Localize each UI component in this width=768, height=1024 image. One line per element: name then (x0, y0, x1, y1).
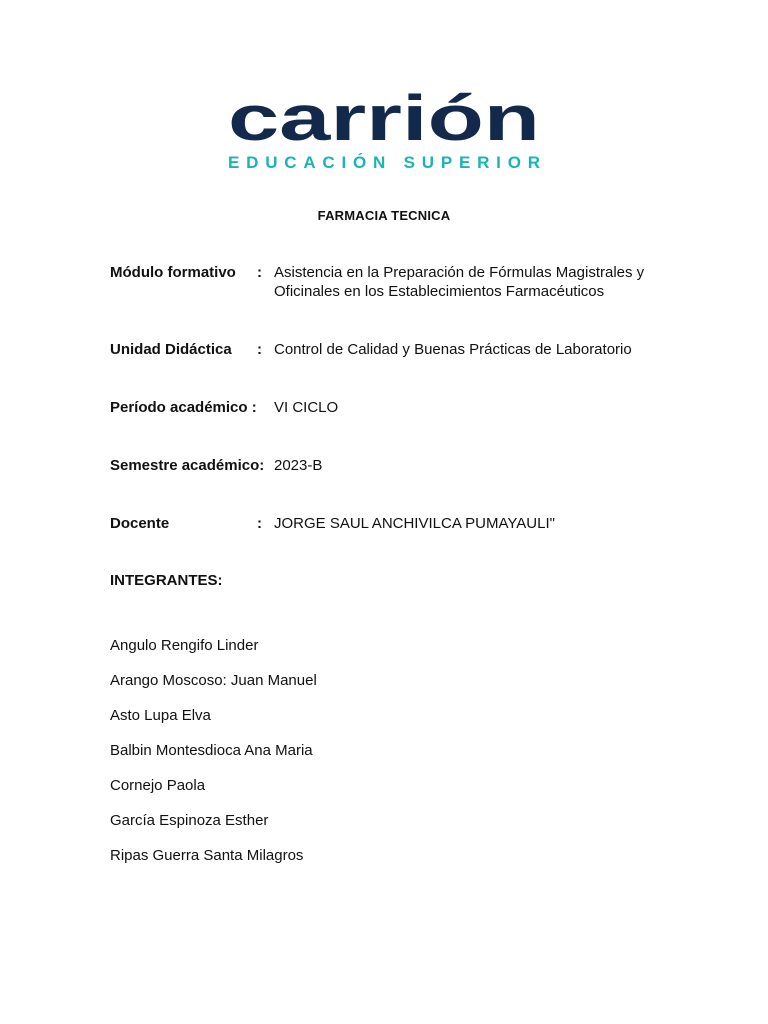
field-colon: : (257, 515, 262, 532)
member-list (110, 636, 317, 881)
program-title: FARMACIA TECNICA (317, 208, 451, 223)
field-label: Módulo formativo (110, 264, 236, 281)
list-item: Arango Moscoso: Juan Manuel (110, 672, 317, 689)
field-colon: : (257, 341, 262, 358)
list-item: Cornejo Paola (110, 777, 206, 794)
field-value: VI CICLO (274, 399, 339, 416)
carrion-logo (218, 82, 550, 180)
field-label: Unidad Didáctica (110, 341, 232, 358)
field-value: JORGE SAUL ANCHIVILCA PUMAYAULI" (274, 515, 555, 532)
field-label: Período académico : (110, 399, 257, 416)
field-label: Docente (110, 515, 170, 532)
field-colon: : (257, 264, 262, 281)
field-label: Semestre académico: (110, 457, 265, 474)
list-item: Balbin Montesdioca Ana Maria (110, 742, 313, 759)
logo-tagline-text: EDUCACIÓN SUPERIOR (228, 153, 540, 172)
list-item: Asto Lupa Elva (110, 707, 211, 724)
field-value: Asistencia en la Preparación de Fórmulas Magistrales y Oficinales en los Establecimientos Farmacéuticos (274, 264, 645, 300)
logo-brand-text: carrión (228, 82, 540, 154)
list-item: Angulo Rengifo Linder (110, 637, 259, 654)
field-value: 2023-B (274, 457, 323, 474)
list-item: Ripas Guerra Santa Milagros (110, 847, 304, 864)
members-heading: INTEGRANTES: (110, 572, 223, 589)
field-value: Control de Calidad y Buenas Prácticas de Laboratorio (274, 341, 632, 358)
list-item: García Espinoza Esther (110, 812, 269, 829)
